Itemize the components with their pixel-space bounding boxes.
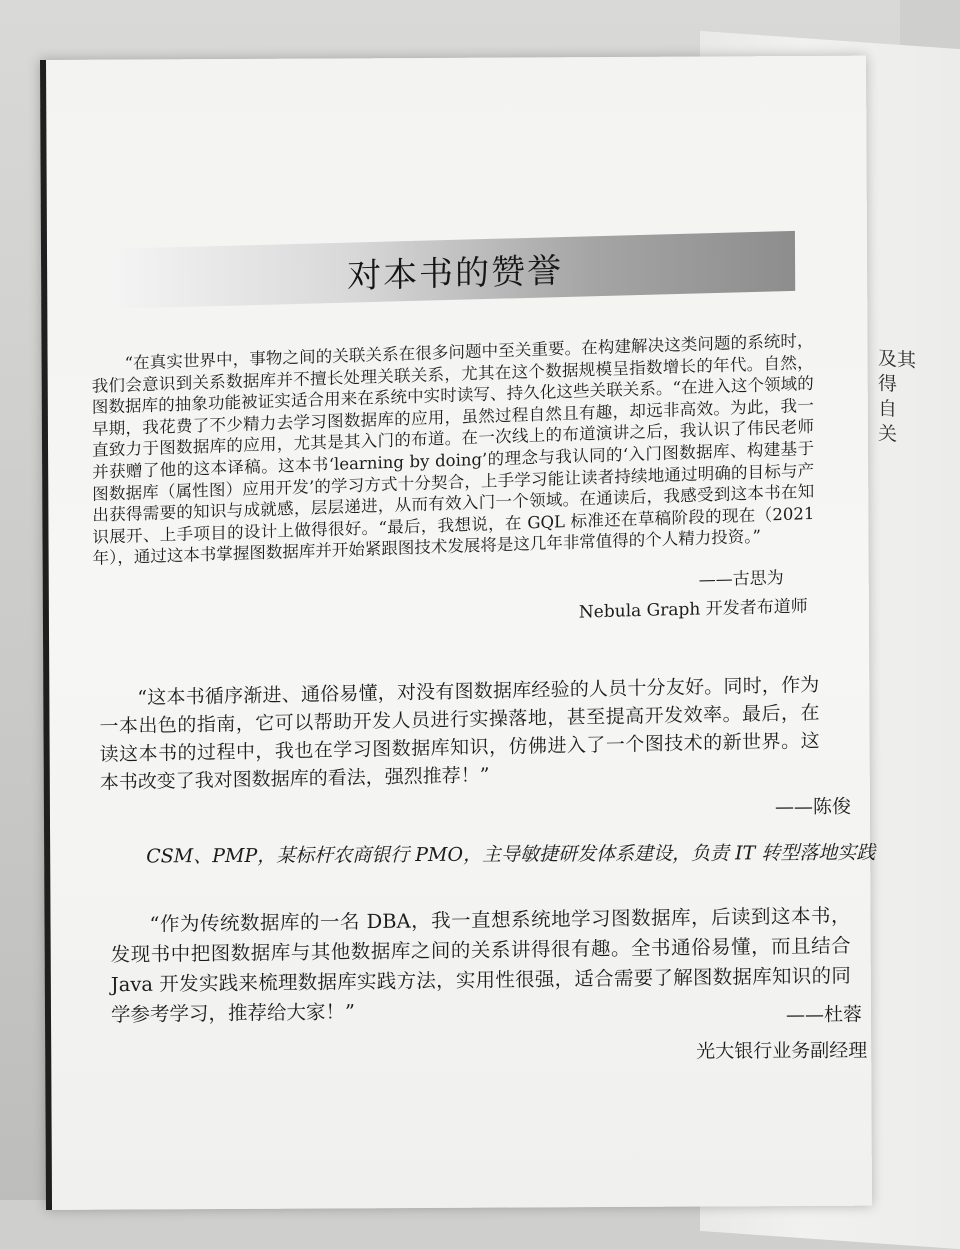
endorsement-affiliation-3: 光大银行业务副经理: [696, 1039, 868, 1063]
endorsement-author-2: ——陈俊: [774, 795, 851, 819]
endorsement-text-1: “在真实世界中，事物之间的关联关系在很多问题中至关重要。在构建解决这类问题的系统时，我们会意识到关系数据库并不擅长处理关联关系，尤其在这个数据规模呈指数增长的年代。自然，图数据库的抽象功能被证实适合用来在系统中实时读写、持久化这些关联关系。“在进入这个领域的早期，我花费了不少精力去学习图数据库的应用，虽然过程自然且有趣，却远非高效。为此，我一直致力于图数据库的应用，尤其是其入门的布道。在一次线上的布道演讲之后，我认识了伟民老师并获赠了他的这本译稿。这本书‘learning by doing’的理念与我认同的‘入门图数据库、构建基于图数据库（属性图）应用开发’的学习方式十分契合，上手学习能让读者持续地通过明确的目标与产出获得需要的知识与成就感，层层递进，从而有效入门一个领域。在通读后，我感受到这本书在知识展开、上手项目的设计上做得很好。“最后，我想说，在 GQL 标准还在草稿阶段的现在（2021 年），通过这本书掌握图数据库并开始紧跟图技术发展将是这几年非常值得的个人精力投资。”: [91, 330, 815, 569]
adjacent-page-fragment: 及其: [878, 347, 917, 373]
endorsement-text-3: “作为传统数据库的一名 DBA，我一直想系统地学习图数据库，后读到这本书，发现书中把图数据库与其他数据库之间的关系讲得很有趣。全书通俗易懂，而且结合 Java 开发实践来梳理数据库实践方法，实用性很强，适合需要了解图数据库知识的同学参考学习，推荐给大家！”: [110, 904, 851, 1027]
book-page: [40, 56, 876, 1210]
endorsement-author-3: ——杜蓉: [785, 1003, 863, 1027]
endorsement-affiliation-2: CSM、PMP，某标杆农商银行 PMO，主导敏捷研发体系建设，负责 IT 转型落地实践: [146, 841, 876, 868]
section-title: 对本书的赞誉: [347, 251, 564, 297]
adjacent-page-fragment: 自: [878, 397, 898, 421]
endorsement-author-1: ——古思为: [698, 568, 784, 591]
section-title-banner: [115, 231, 795, 309]
adjacent-page-fragment: 关: [878, 422, 898, 446]
adjacent-page-fragment: 得: [878, 372, 898, 396]
endorsement-affiliation-1: Nebula Graph 开发者布道师: [578, 596, 808, 623]
endorsement-text-2: “这本书循序渐进、通俗易懂，对没有图数据库经验的人员十分友好。同时，作为一本出色的指南，它可以帮助开发人员进行实操落地，甚至提高开发效率。最后，在读这本书的过程中，我也在学习图数据库知识，仿佛进入了一个图技术的新世界。这本书改变了我对图数据库的看法，强烈推荐！”: [99, 673, 820, 794]
